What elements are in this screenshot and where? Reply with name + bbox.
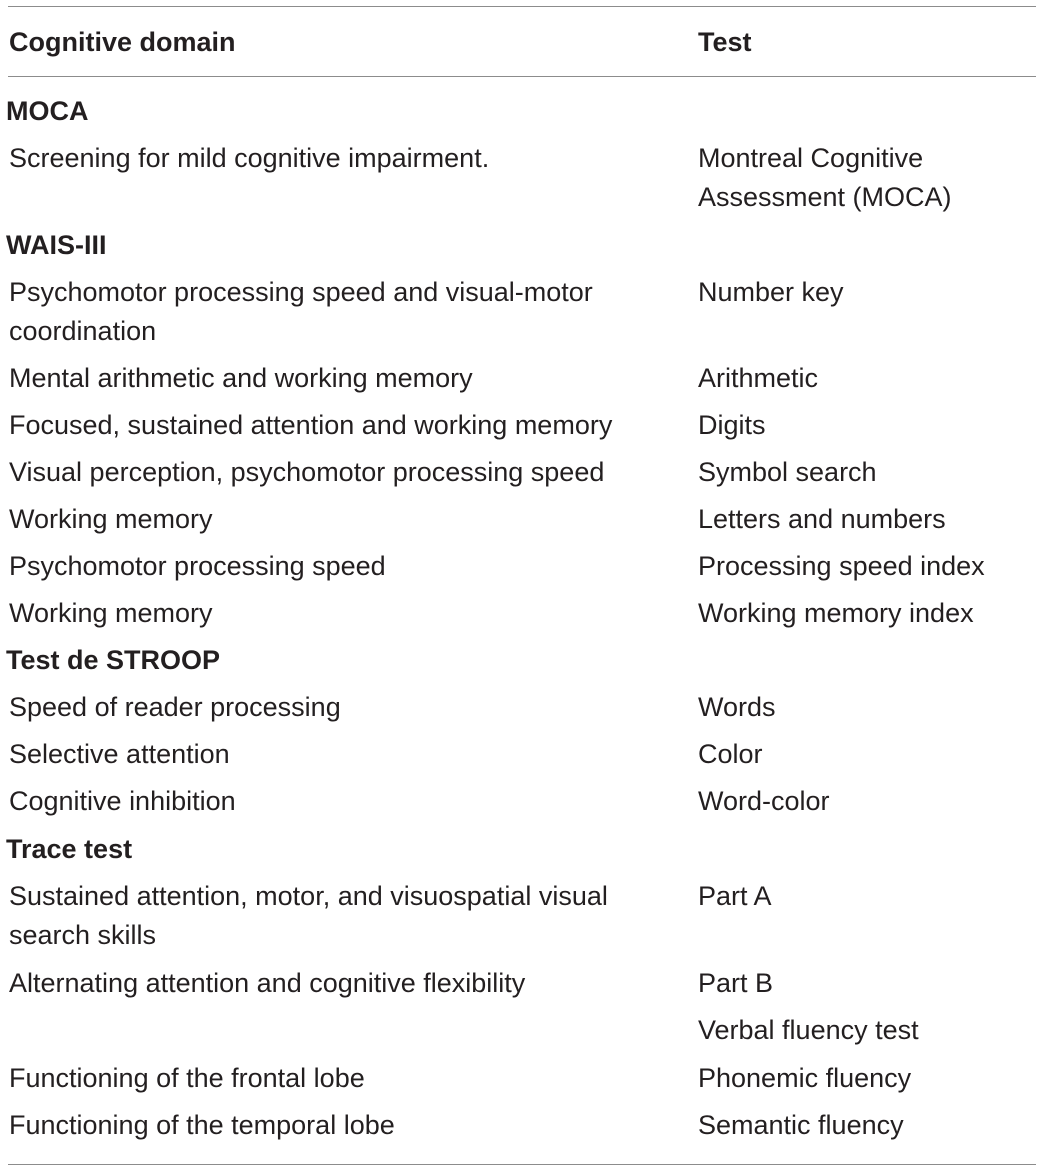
table-row xyxy=(0,782,1043,830)
section-title: WAIS-III xyxy=(6,230,107,260)
test-cell: Symbol search xyxy=(698,457,877,487)
cognitive-domain-cell: Screening for mild cognitive impairment. xyxy=(9,143,490,173)
table-bottom-rule xyxy=(8,1164,1036,1165)
cognitive-domain-cell: Alternating attention and cognitive flexibility xyxy=(9,968,526,998)
cognitive-domain-cell: Sustained attention, motor, and visuospatial visual search skills xyxy=(9,881,608,950)
cognitive-domain-cell: Functioning of the temporal lobe xyxy=(9,1110,395,1140)
cognitive-domain-cell: Selective attention xyxy=(9,739,230,769)
table-row xyxy=(0,453,1043,500)
test-cell: Semantic fluency xyxy=(698,1110,904,1140)
test-cell: Working memory index xyxy=(698,598,974,628)
table-row xyxy=(0,273,1043,359)
test-cell: Verbal fluency test xyxy=(698,1015,919,1045)
section-row xyxy=(0,92,1043,139)
section-row xyxy=(0,830,1043,877)
table-row xyxy=(0,500,1043,547)
cognitive-domain-cell: Mental arithmetic and working memory xyxy=(9,363,473,393)
cognitive-domain-cell: Speed of reader processing xyxy=(9,692,341,722)
table-header-rule xyxy=(8,76,1036,77)
table-row xyxy=(0,1011,1043,1059)
table-row xyxy=(0,547,1043,594)
column-header-cognitive-domain: Cognitive domain xyxy=(9,27,236,57)
table-row xyxy=(0,964,1043,1011)
table-row xyxy=(0,735,1043,782)
test-cell: Phonemic fluency xyxy=(698,1063,912,1093)
table-top-rule xyxy=(8,6,1036,7)
section-row xyxy=(0,641,1043,688)
section-title: Test de STROOP xyxy=(6,645,221,675)
table-row xyxy=(0,688,1043,735)
section-title: MOCA xyxy=(6,96,89,126)
column-header-test: Test xyxy=(698,27,752,57)
test-cell: Number key xyxy=(698,277,844,307)
cognitive-domain-cell: Focused, sustained attention and working memory xyxy=(9,410,613,440)
cognitive-domain-cell: Psychomotor processing speed xyxy=(9,551,386,581)
table-header xyxy=(0,22,1043,62)
table-row xyxy=(0,139,1043,226)
cognitive-domain-cell: Working memory xyxy=(9,504,213,534)
table-row xyxy=(0,594,1043,641)
cognitive-domain-cell: Visual perception, psychomotor processing speed xyxy=(9,457,605,487)
table-row xyxy=(0,406,1043,453)
test-cell: Arithmetic xyxy=(698,363,819,393)
test-cell: Part B xyxy=(698,968,774,998)
test-cell: Part A xyxy=(698,881,772,911)
table-row xyxy=(0,359,1043,406)
cognitive-domain-cell: Functioning of the frontal lobe xyxy=(9,1063,365,1093)
test-cell: Words xyxy=(698,692,776,722)
table-row xyxy=(0,877,1043,964)
cognitive-domain-cell: Working memory xyxy=(9,598,213,628)
cognitive-domain-cell: Psychomotor processing speed and visual-motor coordination xyxy=(9,277,593,346)
test-cell: Digits xyxy=(698,410,766,440)
section-row xyxy=(0,226,1043,273)
test-cell: Processing speed index xyxy=(698,551,985,581)
test-cell: Word-color xyxy=(698,786,830,816)
section-title: Trace test xyxy=(6,834,133,864)
test-cell: Montreal Cognitive Assessment (MOCA) xyxy=(698,143,952,212)
cognitive-domain-cell: Cognitive inhibition xyxy=(9,786,236,816)
table-row xyxy=(0,1106,1043,1153)
table-row xyxy=(0,1059,1043,1106)
test-cell: Color xyxy=(698,739,763,769)
table-body xyxy=(0,92,1043,1153)
test-cell: Letters and numbers xyxy=(698,504,946,534)
